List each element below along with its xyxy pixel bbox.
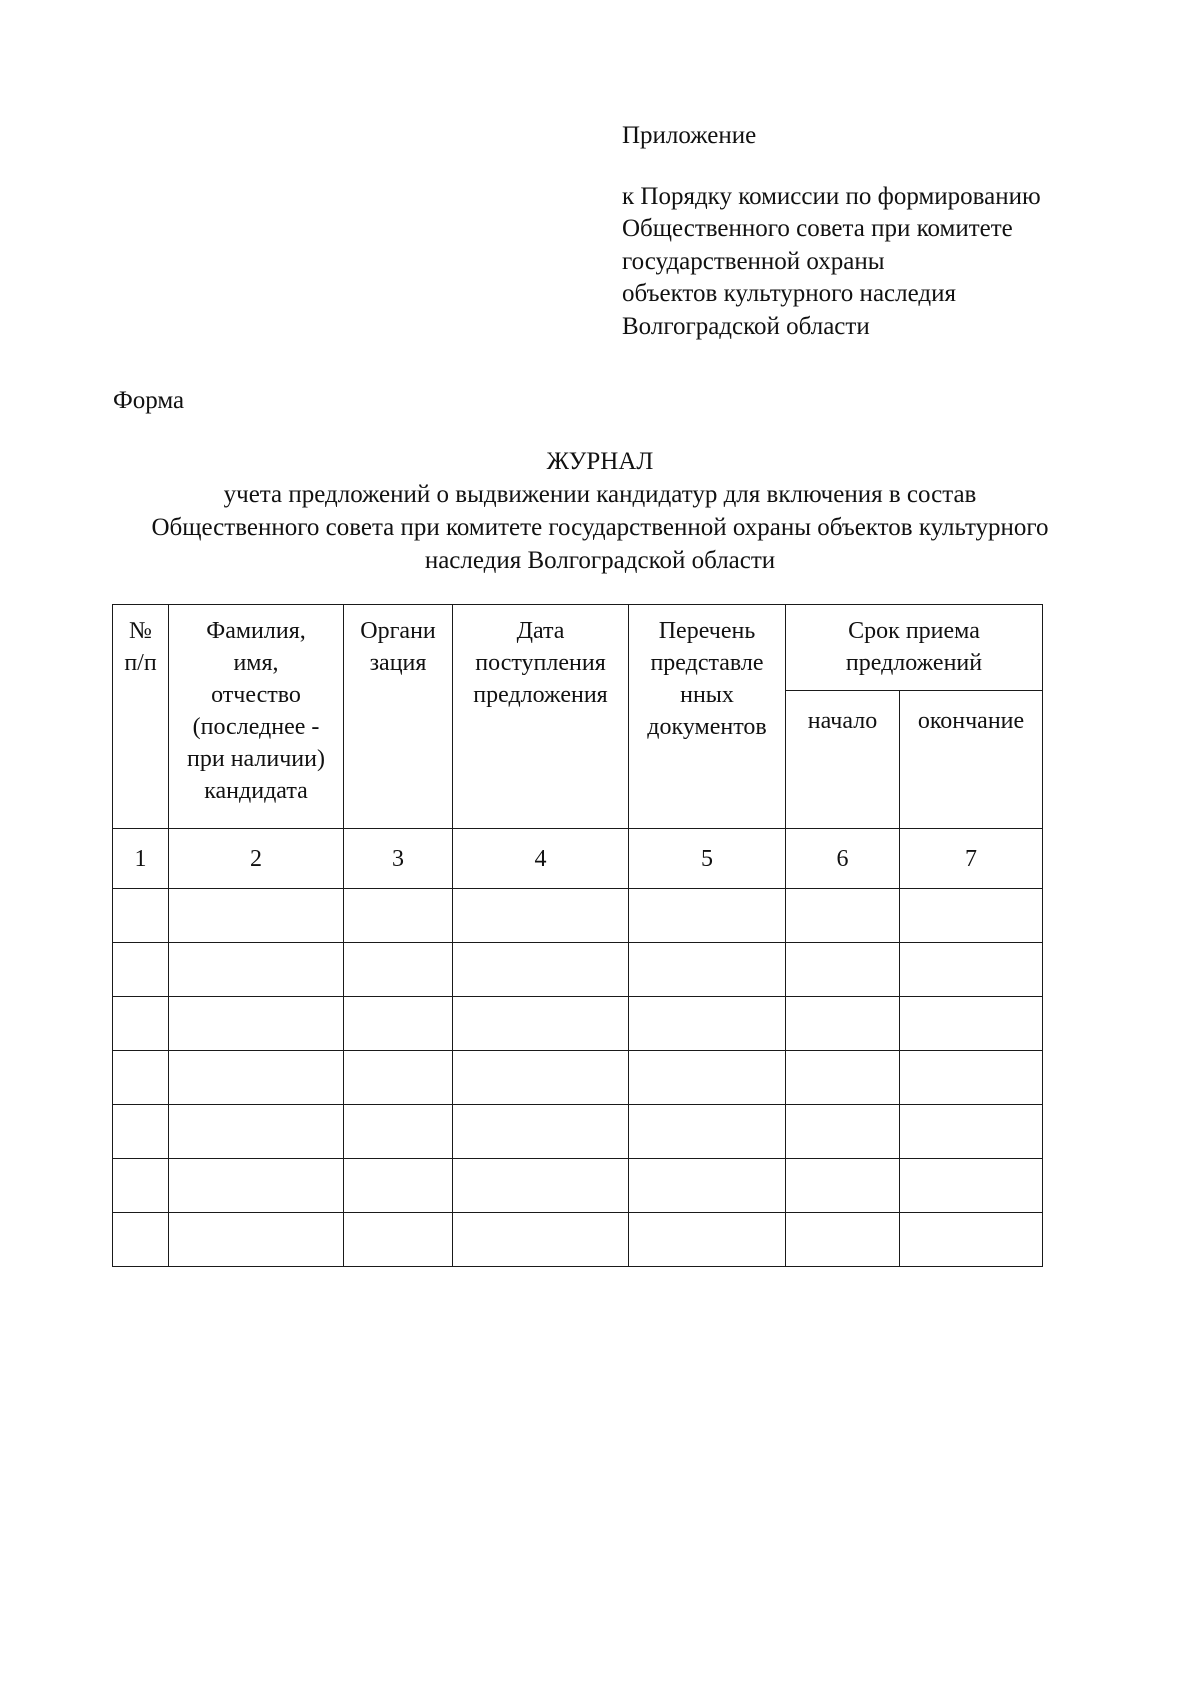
table-cell[interactable] xyxy=(900,1159,1043,1213)
appendix-line: государственной охраны xyxy=(622,247,885,275)
table-cell[interactable] xyxy=(169,1051,344,1105)
table-cell[interactable] xyxy=(344,943,453,997)
table-cell[interactable] xyxy=(900,1105,1043,1159)
column-number: 6 xyxy=(786,829,900,889)
table-cell[interactable] xyxy=(900,943,1043,997)
table-row xyxy=(113,889,1043,943)
table-cell[interactable] xyxy=(900,1213,1043,1267)
table-row xyxy=(113,1051,1043,1105)
table-cell[interactable] xyxy=(344,1105,453,1159)
table-cell[interactable] xyxy=(629,1213,786,1267)
header-number: № п/п xyxy=(113,605,169,829)
table-cell[interactable] xyxy=(113,1159,169,1213)
header-name: Фамилия, имя, отчество (последнее - при наличии) кандидата xyxy=(169,605,344,829)
table-row xyxy=(113,1213,1043,1267)
journal-subtitle-line: наследия Волгоградской области xyxy=(424,547,776,574)
column-number: 2 xyxy=(169,829,344,889)
header-organization: Органи зация xyxy=(344,605,453,829)
table-cell[interactable] xyxy=(113,943,169,997)
journal-body xyxy=(113,889,1043,1267)
table-cell[interactable] xyxy=(169,997,344,1051)
table-cell[interactable] xyxy=(453,943,629,997)
table-cell[interactable] xyxy=(900,889,1043,943)
column-number-row xyxy=(113,829,1043,889)
table-cell[interactable] xyxy=(629,1159,786,1213)
table-cell[interactable] xyxy=(344,1213,453,1267)
table-cell[interactable] xyxy=(453,889,629,943)
table-cell[interactable] xyxy=(169,1213,344,1267)
table-cell[interactable] xyxy=(629,997,786,1051)
table-cell[interactable] xyxy=(629,943,786,997)
column-number: 1 xyxy=(113,829,169,889)
appendix-title: Приложение xyxy=(622,122,757,149)
table-cell[interactable] xyxy=(169,1159,344,1213)
table-cell[interactable] xyxy=(113,1213,169,1267)
table-cell[interactable] xyxy=(169,1105,344,1159)
table-cell[interactable] xyxy=(453,1213,629,1267)
table-cell[interactable] xyxy=(629,889,786,943)
table-cell[interactable] xyxy=(113,997,169,1051)
column-number: 5 xyxy=(629,829,786,889)
table-cell[interactable] xyxy=(344,1051,453,1105)
header-date: Дата поступления предложения xyxy=(453,605,629,829)
table-cell[interactable] xyxy=(113,1105,169,1159)
journal-table xyxy=(112,604,1043,1267)
table-row xyxy=(113,1159,1043,1213)
header-period: Срок приема предложений xyxy=(786,605,1043,691)
appendix-line: Общественного совета при комитете xyxy=(622,215,1013,242)
table-cell[interactable] xyxy=(453,997,629,1051)
table-cell[interactable] xyxy=(344,889,453,943)
table-cell[interactable] xyxy=(453,1159,629,1213)
form-label: Форма xyxy=(113,387,185,414)
table-cell[interactable] xyxy=(786,943,900,997)
table-cell[interactable] xyxy=(453,1105,629,1159)
header-end: окончание xyxy=(900,691,1043,829)
table-cell[interactable] xyxy=(900,1051,1043,1105)
journal-subtitle-line: учета предложений о выдвижении кандидатур для включения в состав xyxy=(223,481,977,508)
journal-subtitle-line: Общественного совета при комитете государственной охраны объектов культурного xyxy=(151,514,1049,541)
table-cell[interactable] xyxy=(344,997,453,1051)
table-cell[interactable] xyxy=(786,1213,900,1267)
table-cell[interactable] xyxy=(786,997,900,1051)
table-cell[interactable] xyxy=(786,1105,900,1159)
column-number: 4 xyxy=(453,829,629,889)
table-cell[interactable] xyxy=(169,943,344,997)
appendix-block xyxy=(622,120,1142,343)
table-cell[interactable] xyxy=(786,889,900,943)
table-cell[interactable] xyxy=(113,889,169,943)
table-cell[interactable] xyxy=(900,997,1043,1051)
header-documents: Перечень представле нных документов xyxy=(629,605,786,829)
table-cell[interactable] xyxy=(113,1051,169,1105)
table-row xyxy=(113,997,1043,1051)
table-cell[interactable] xyxy=(453,1051,629,1105)
journal-heading xyxy=(100,445,1100,577)
table-cell[interactable] xyxy=(629,1105,786,1159)
appendix-line: Волгоградской области xyxy=(622,312,870,340)
table-cell[interactable] xyxy=(169,889,344,943)
header-start: начало xyxy=(786,691,900,829)
journal-title: ЖУРНАЛ xyxy=(546,448,654,475)
table-cell[interactable] xyxy=(786,1159,900,1213)
table-row xyxy=(113,1105,1043,1159)
column-number: 3 xyxy=(344,829,453,889)
appendix-line: объектов культурного наследия xyxy=(622,280,956,307)
table-header-row xyxy=(113,605,1043,691)
column-number: 7 xyxy=(900,829,1043,889)
appendix-line: к Порядку комиссии по формированию xyxy=(622,182,1041,210)
table-cell[interactable] xyxy=(629,1051,786,1105)
table-cell[interactable] xyxy=(786,1051,900,1105)
table-cell[interactable] xyxy=(344,1159,453,1213)
table-row xyxy=(113,943,1043,997)
